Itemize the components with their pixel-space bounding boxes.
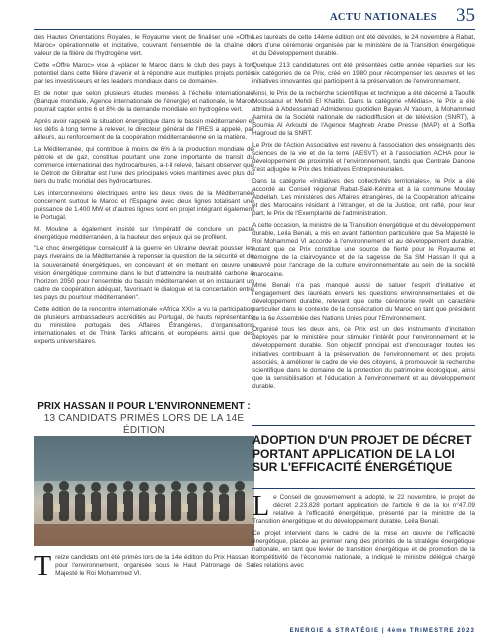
page-number: 35 [456,5,475,26]
article-headline-prix-hassan [34,401,254,437]
paragraph-text: e Conseil de gouvernement a adopté, le 22 novembre, le projet de décret 2.23.828 portant application de l'article 6 de la loi n°47.09 relative à l'efficacité énergétique, présenté par la ministre de la Transition énergétique et du développement durable, Leila Benali. [252,494,475,526]
paragraph: "Le choc énergétique consécutif à la guerre en Ukraine devrait pousser les pays riverains de la Méditerranée à repenser la question de la sécurité et de la souveraineté énergétiques, en concevant et en mettant en œuvre une vision énergétique commune dans le but d'atteindre la neutralité carbone à l'horizon 2050 pour l'ensemble du bassin méditerranéen et en instaurant un cadre de coopération adéquat, favorisant le dialogue et la concertation entre les pays du pourtour méditerranéen". [34,245,254,301]
headline-line-2: 13 CANDIDATS PRIMÉS LORS DE LA 14E ÉDITION [43,413,245,436]
paragraph: des Hautes Orientations Royales, le Royaume vient de finaliser une «Offre Maroc» opérationnelle et incitative, couvrant l'ensemble de la chaîne de valeur de la filière de l'hydrogène vert. [34,34,254,58]
paragraph: La Méditerranée, qui contribue à moins de 6% à la production mondiale de pétrole et de gaz, constitue pourtant une zone importante de transit du commerce international des hydrocarbures, a-t-il relevé, faisant observer que le Détroit de Gibraltar est l'une des principales voies maritimes avec plus du tiers du trafic mondial des hydrocarbures. [34,145,254,185]
paragraph: A cette occasion, la ministre de la Transition énergétique et du développement durable, Leila Benali, a mis en avant l'attention particulière que Sa Majesté le Roi Mohammed VI accorde à l'environnement et au développement durable, notant que ce Prix constitue une source de fierté pour le Royaume et témoigne de la clairvoyance et de la sagesse de Sa SM Hassan II qui a œuvré pour l'ancrage de la culture environnementale au sein de la société marocaine. [252,221,475,278]
header-divider [34,29,475,30]
intro-text: reize candidats ont été primés lors de la 14e édition du Prix Hassan II pour l'environnement, organisée sous le Haut Patronage de Sa Majesté le Roi Mohammed VI. [55,554,254,578]
article-body-decret [252,491,475,574]
paragraph: Les interconnexions électriques entre les deux rives de la Méditerranée concernent surtout le Maroc et l'Espagne avec deux lignes totalisant une puissance de 1.400 MW et d'autres lignes sont en projet intégrant également le Portugal. [34,189,254,221]
paragraph: Organisé tous les deux ans, ce Prix est un des instruments d'incitation déployés par le ministère pour stimuler l'intérêt pour l'environnement et le développement durable. Son objectif principal est d'encourager toutes les initiatives contribuant à la préservation de l'environnement et des projets associés, à améliorer le cadre de vie des citoyens, à promouvoir la recherche scientifique dans le domaine de la protection du patrimoine écologique, ainsi que la sensibilisation et l'éducation à l'environnement et au développement durable. [252,326,475,390]
headline-line-1: PRIX HASSAN II POUR L'ENVIRONNEMENT : [37,401,251,412]
paragraph: Ainsi, le Prix de la recherche scientifique et technique a été décerné à Taoufik Moussaoui et Mehdi El Khatibi. Dans la catégorie «Médias», le Prix a été attribué à Abdessamad Admidenou quotidien Bayan Al Yaoum, à Mohammed Aamira de la Société nationale de radiodiffusion et de télévision (SNRT), à Soumia Al Arkoubi de l'Agence Maghreb Arabe Presse (MAP) et à Soffia Hagroud de la SNRT. [252,89,475,138]
paragraph: Cette édition de la rencontre internationale «Africa XXI» a vu la participation de plusieurs ambassadeurs accrédités au Portugal, de hauts représentants du ministère portugais des Affaires Étrangères, d'organisations internationales et de Think Tanks africains et européens ainsi que des experts universitaires. [34,305,254,345]
article-intro-prix-hassan [34,551,254,582]
section-title: ACTU NATIONALES [329,12,437,23]
paragraph [252,491,475,526]
paragraph: Dans la catégorie «Initiatives des collectivités territoriales», le Prix a été accordé au Conseil régional Rabat-Salé-Kénitra et à la commune Moulay Abdellah. Les ministères des Affaires étrangères, de la Coopération africaine et des Marocains résidant à l'étranger, et de la Justice, ont raflé, pour leur part, le Prix de l'Exemplarité de l'administration. [252,177,475,218]
headline-divider-top [252,425,475,426]
headline-divider-bottom [252,488,475,489]
paragraph: Quelque 213 candidatures ont été présentées cette année réparties sur les six catégories de ce Prix, créé en 1980 pour récompenser les œuvres et les initiatives innovantes qui participent à la préservation de l'environnement. [252,61,475,86]
group-photo-illustration [34,436,254,546]
page-footer: ENERGIE & STRATÉGIE | 4ème TRIMESTRE 2023 [289,628,475,634]
paragraph: Le Prix de l'Action Associative est revenu à l'association des enseignants des sciences de la vie et de la terre (AESVT) et à l'association ACHA pour le développement de proximité et l'environnement, tandis que Centrale Danone s'est adjugée le Prix des Initiatives Entrepreneuriales. [252,141,475,174]
paragraph: Cette «Offre Maroc» vise à «placer le Maroc dans le club des pays à fort potentiel dans cette filière d'avenir et à répondre aux multiples projets portés par les investisseurs et les leaders mondiaux dans ce domaine». [34,61,254,86]
paragraph: Après avoir rappelé la situation énergétique dans le bassin méditerranéen et les défis à long terme à relever, le directeur général de l'IRES a appelé, par ailleurs, au renforcement de la coopération méditerranéenne en la matière. [34,117,254,141]
paragraph: M. Mouline a également insisté sur l'impératif de conclure un pacte énergétique méditerranéen, à la hauteur des enjeux qui se profilent. [34,225,254,241]
paragraph: Et de noter que selon plusieurs études menées à l'échelle internationale (Banque mondiale, Agence internationale de l'énergie) et nationale, le Maroc pourrait capter entre 6 et 8% de la demande mondiale en hydrogène vert. [34,89,254,113]
paragraph: Mme Benali n'a pas manqué aussi de saluer l'esprit d'initiative et l'engagement des lauréats envers les questions environnementales et de développement durable, relevant que cette cérémonie revêt un caractère particulier dans le contexte de la consécration du Maroc en tant que président de la 6e Assemblée des Nations Unies pour l'Environnement. [252,282,475,322]
right-column [252,34,475,395]
left-column [34,34,254,350]
article-headline-decret: ADOPTION D'UN PROJET DE DÉCRET PORTANT APPLICATION DE LA LOI SUR L'EFFICACITÉ ÉNERGÉTIQUE [252,433,472,474]
paragraph: Les lauréats de cette 14ème édition ont été dévoilés, le 24 novembre à Rabat, lors d'une cérémonie organisée par le ministère de la Transition énergétique et du Développement durable. [252,34,475,58]
award-ceremony-photo [34,436,254,546]
paragraph: Ce projet intervient dans le cadre de la mise en œuvre de l'efficacité énergétique, placée au premier rang des priorités de la stratégie énergétique nationale, en tant que levier de transition énergétique et de promotion de la compétitivité de l'économie nationale, a indiqué le ministre délégué chargé des relations avec [252,529,475,570]
drop-cap: T [34,551,52,582]
drop-cap: L [252,491,270,522]
